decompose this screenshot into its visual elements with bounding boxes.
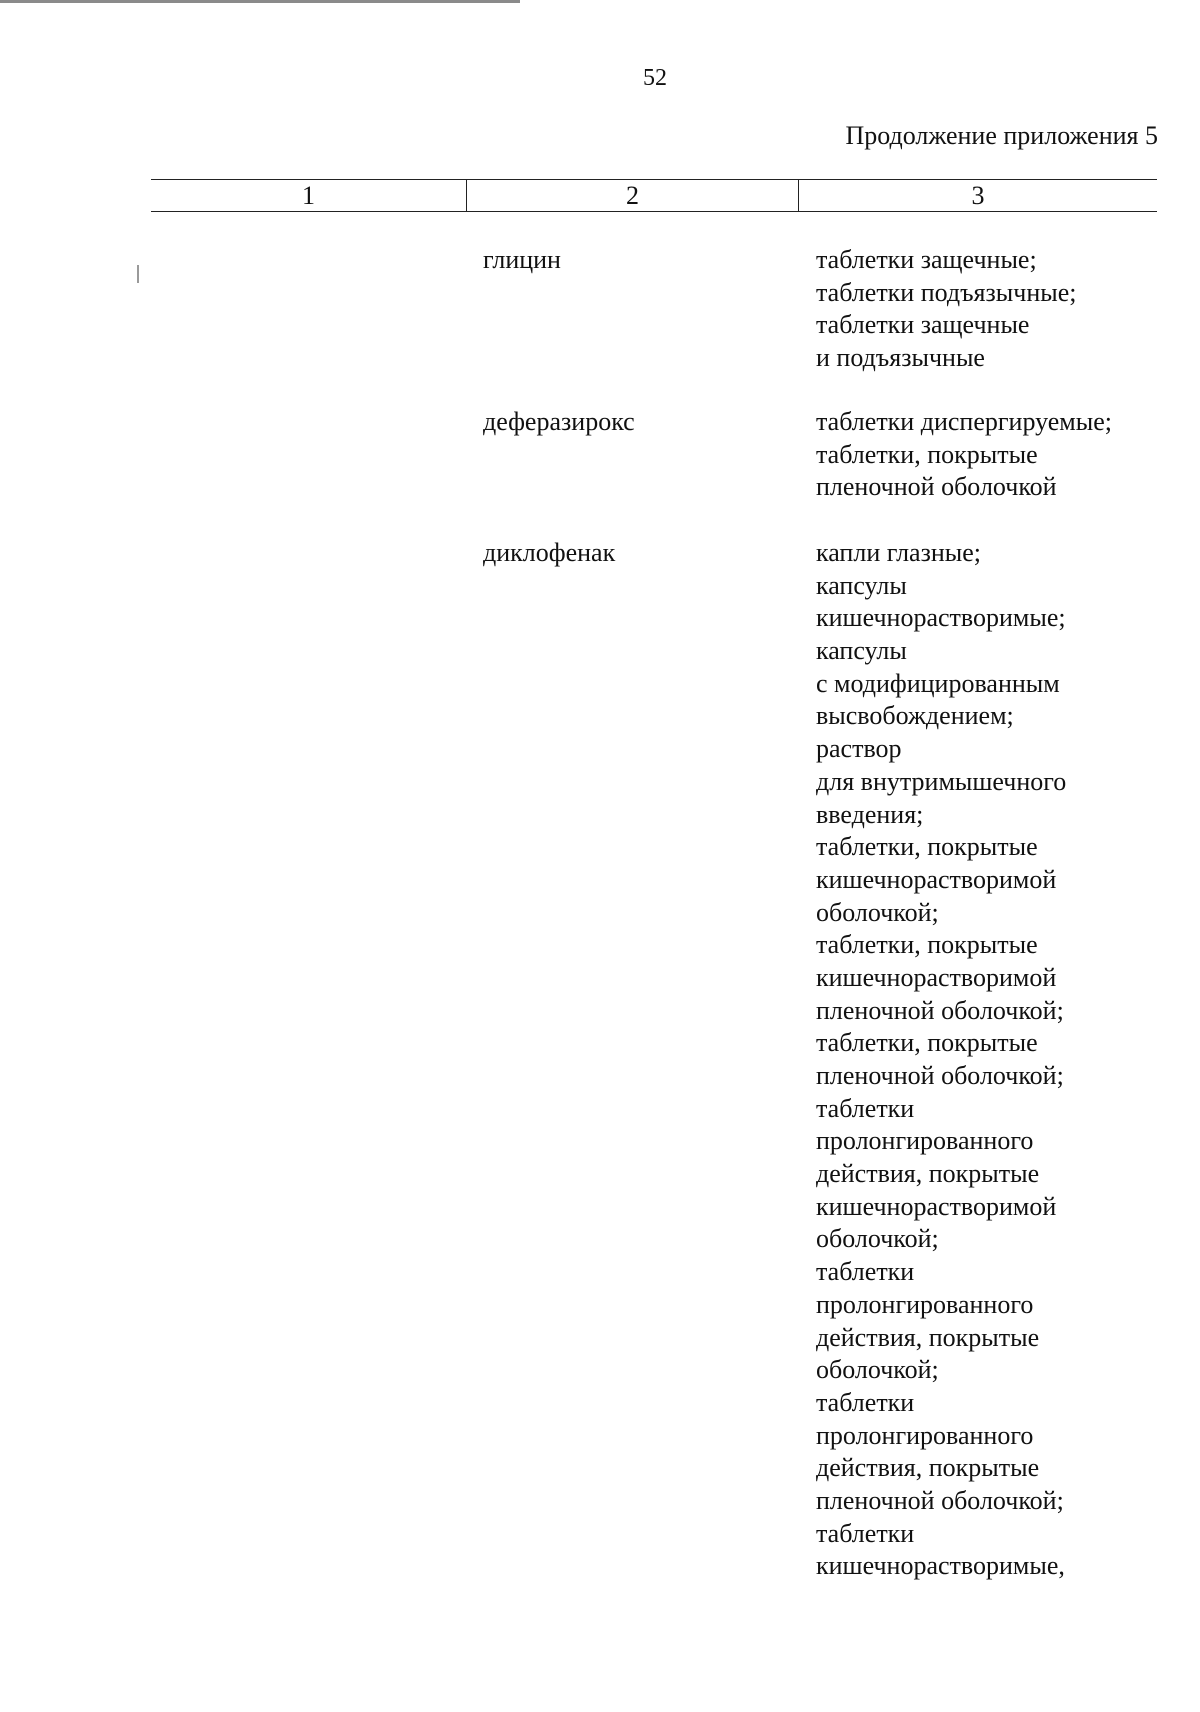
dosage-form-line: таблетки защечные xyxy=(816,310,1030,340)
dosage-forms xyxy=(816,537,1066,1583)
dosage-form-line: и подъязычные xyxy=(816,343,985,373)
drug-name: диклофенак xyxy=(483,538,616,567)
dosage-form-line: кишечнорастворимые; xyxy=(816,603,1066,633)
dosage-form-line: высвобождением; xyxy=(816,701,1014,731)
dosage-form-line: пленочной оболочкой; xyxy=(816,1485,1064,1515)
dosage-form-line: действия, покрытые xyxy=(816,1322,1040,1352)
page-number: 52 xyxy=(643,65,667,91)
dosage-form-line: таблетки, покрытые xyxy=(816,930,1038,960)
dosage-form-line: пленочной оболочкой; xyxy=(816,1061,1064,1090)
dosage-form-line: таблетки подъязычные; xyxy=(816,277,1077,307)
scan-margin-mark xyxy=(137,265,139,283)
column-number-header xyxy=(151,179,1157,212)
dosage-form-line: таблетки xyxy=(816,1257,915,1287)
dosage-form-line: кишечнорастворимые, xyxy=(816,1551,1065,1581)
dosage-form-line: введения; xyxy=(816,799,924,829)
drug-name: деферазирокс xyxy=(483,407,635,436)
dosage-form-line: таблетки диспергируемые; xyxy=(816,407,1112,436)
dosage-form-line: раствор xyxy=(816,734,902,764)
dosage-form-line: кишечнорастворимой xyxy=(816,962,1057,992)
dosage-form-line: действия, покрытые xyxy=(816,1453,1040,1483)
dosage-form-line: капсулы xyxy=(816,636,907,666)
dosage-form-line: капли глазные; xyxy=(816,538,982,567)
dosage-form-line: пленочной оболочкой; xyxy=(816,995,1064,1025)
dosage-form-line: таблетки, покрытые xyxy=(816,1028,1038,1058)
dosage-form-line: пролонгированного xyxy=(816,1420,1034,1450)
dosage-form-line: с модифицированным xyxy=(816,668,1060,698)
dosage-form-line: кишечнорастворимой xyxy=(816,1191,1057,1221)
continuation-label: Продолжение приложения 5 xyxy=(845,121,1158,150)
dosage-form-line: пролонгированного xyxy=(816,1289,1034,1319)
dosage-forms xyxy=(816,406,1112,504)
dosage-form-line: оболочкой; xyxy=(816,1224,939,1254)
header-cell-2: 2 xyxy=(467,180,799,211)
dosage-form-line: таблетки, покрытые xyxy=(816,832,1038,862)
header-cell-3: 3 xyxy=(971,181,985,210)
dosage-form-line: таблетки защечные; xyxy=(816,245,1037,274)
dosage-form-line: таблетки, покрытые xyxy=(816,439,1038,469)
dosage-form-line: действия, покрытые xyxy=(816,1159,1040,1189)
dosage-form-line: таблетки xyxy=(816,1093,915,1123)
drug-name: глицин xyxy=(483,245,561,274)
dosage-form-line: капсулы xyxy=(816,570,907,600)
scan-edge-line xyxy=(0,0,520,3)
dosage-form-line: пленочной оболочкой xyxy=(816,472,1057,502)
dosage-form-line: оболочкой; xyxy=(816,1355,939,1385)
dosage-form-line: таблетки xyxy=(816,1518,915,1548)
dosage-form-line: для внутримышечного xyxy=(816,766,1067,796)
dosage-form-line: кишечнорастворимой xyxy=(816,864,1057,894)
dosage-form-line: пролонгированного xyxy=(816,1126,1034,1156)
dosage-forms xyxy=(816,244,1076,375)
dosage-form-line: таблетки xyxy=(816,1387,915,1417)
header-cell-1: 1 xyxy=(151,180,467,211)
dosage-form-line: оболочкой; xyxy=(816,897,939,927)
